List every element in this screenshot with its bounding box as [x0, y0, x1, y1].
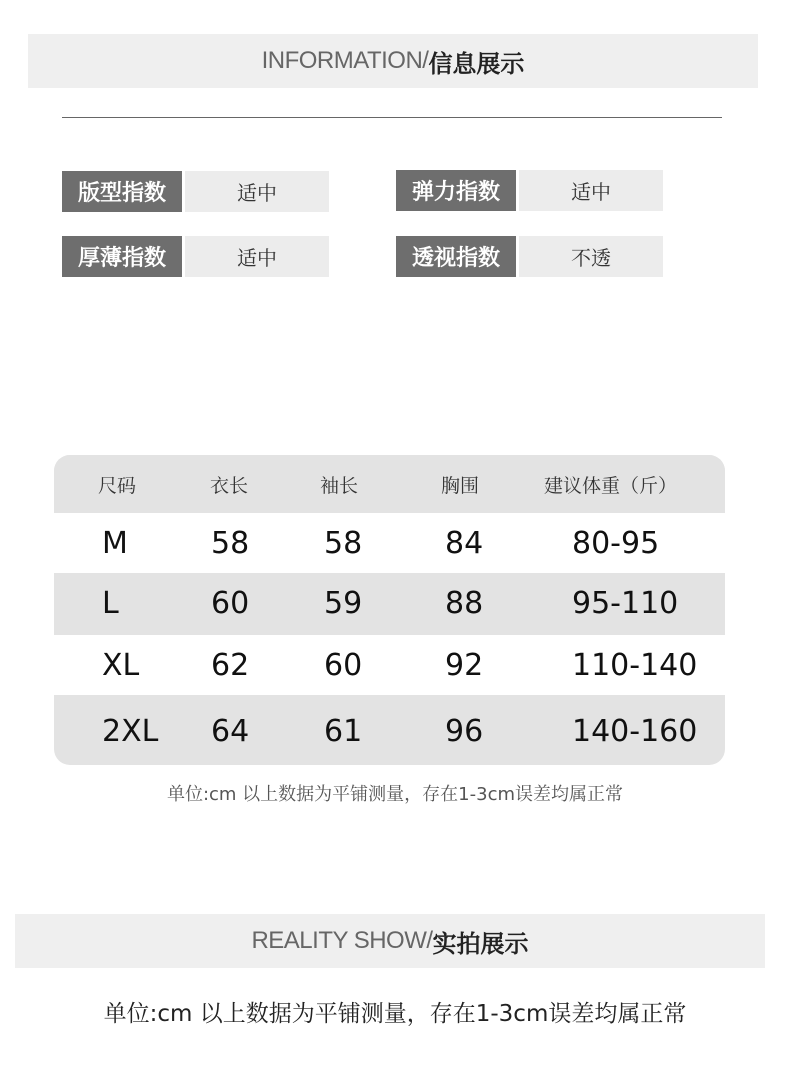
reality-banner-en: REALITY SHOW/ — [251, 927, 433, 954]
table-header-cell: 建议体重（斤） — [544, 474, 678, 497]
attribute-transparency — [396, 236, 663, 277]
table-cell: M — [102, 525, 128, 561]
table-cell: 61 — [324, 713, 363, 749]
table-row — [54, 573, 725, 633]
table-cell: XL — [102, 647, 140, 683]
measurement-note: 单位:cm 以上数据为平铺测量，存在1-3cm误差均属正常 — [166, 784, 624, 805]
attribute-thickness — [62, 236, 329, 277]
table-cell: 140-160 — [572, 713, 698, 749]
table-row — [54, 697, 725, 765]
table-row — [54, 635, 725, 695]
table-header-cell: 尺码 — [98, 474, 137, 497]
table-cell: 59 — [324, 585, 363, 621]
table-cell: L — [102, 585, 119, 621]
table-cell: 88 — [445, 585, 484, 621]
attribute-key: 透视指数 — [396, 236, 516, 277]
table-cell: 60 — [211, 585, 250, 621]
information-banner-cn: 信息展示 — [428, 49, 525, 78]
table-header-cell: 衣长 — [210, 474, 249, 497]
measurement-note-large: 单位:cm 以上数据为平铺测量，存在1-3cm误差均属正常 — [103, 1001, 687, 1027]
table-cell: 84 — [445, 525, 484, 561]
attribute-key: 厚薄指数 — [62, 236, 182, 277]
attribute-value: 适中 — [185, 171, 329, 212]
attribute-value: 适中 — [519, 170, 663, 211]
attribute-fit — [62, 171, 329, 212]
table-header-cell: 胸围 — [441, 474, 480, 497]
attribute-key: 版型指数 — [62, 171, 182, 212]
information-banner-en: INFORMATION/ — [261, 47, 429, 74]
table-cell: 96 — [445, 713, 484, 749]
table-header-row — [54, 455, 725, 513]
table-cell: 58 — [324, 525, 363, 561]
attribute-value: 不透 — [519, 236, 663, 277]
table-cell: 58 — [211, 525, 250, 561]
divider — [62, 117, 722, 118]
table-cell: 92 — [445, 647, 484, 683]
information-banner — [28, 34, 758, 88]
table-cell: 80-95 — [572, 525, 660, 561]
table-cell: 110-140 — [572, 647, 698, 683]
table-cell: 62 — [211, 647, 250, 683]
table-cell: 95-110 — [572, 585, 679, 621]
attribute-elasticity — [396, 170, 663, 211]
table-cell: 64 — [211, 713, 250, 749]
table-cell: 60 — [324, 647, 363, 683]
reality-banner-cn: 实拍展示 — [432, 929, 529, 958]
attribute-value: 适中 — [185, 236, 329, 277]
table-row — [54, 513, 725, 573]
attribute-key: 弹力指数 — [396, 170, 516, 211]
size-table — [54, 455, 725, 765]
table-header-cell: 袖长 — [320, 474, 359, 497]
reality-show-banner — [15, 914, 765, 968]
table-cell: 2XL — [102, 713, 159, 749]
